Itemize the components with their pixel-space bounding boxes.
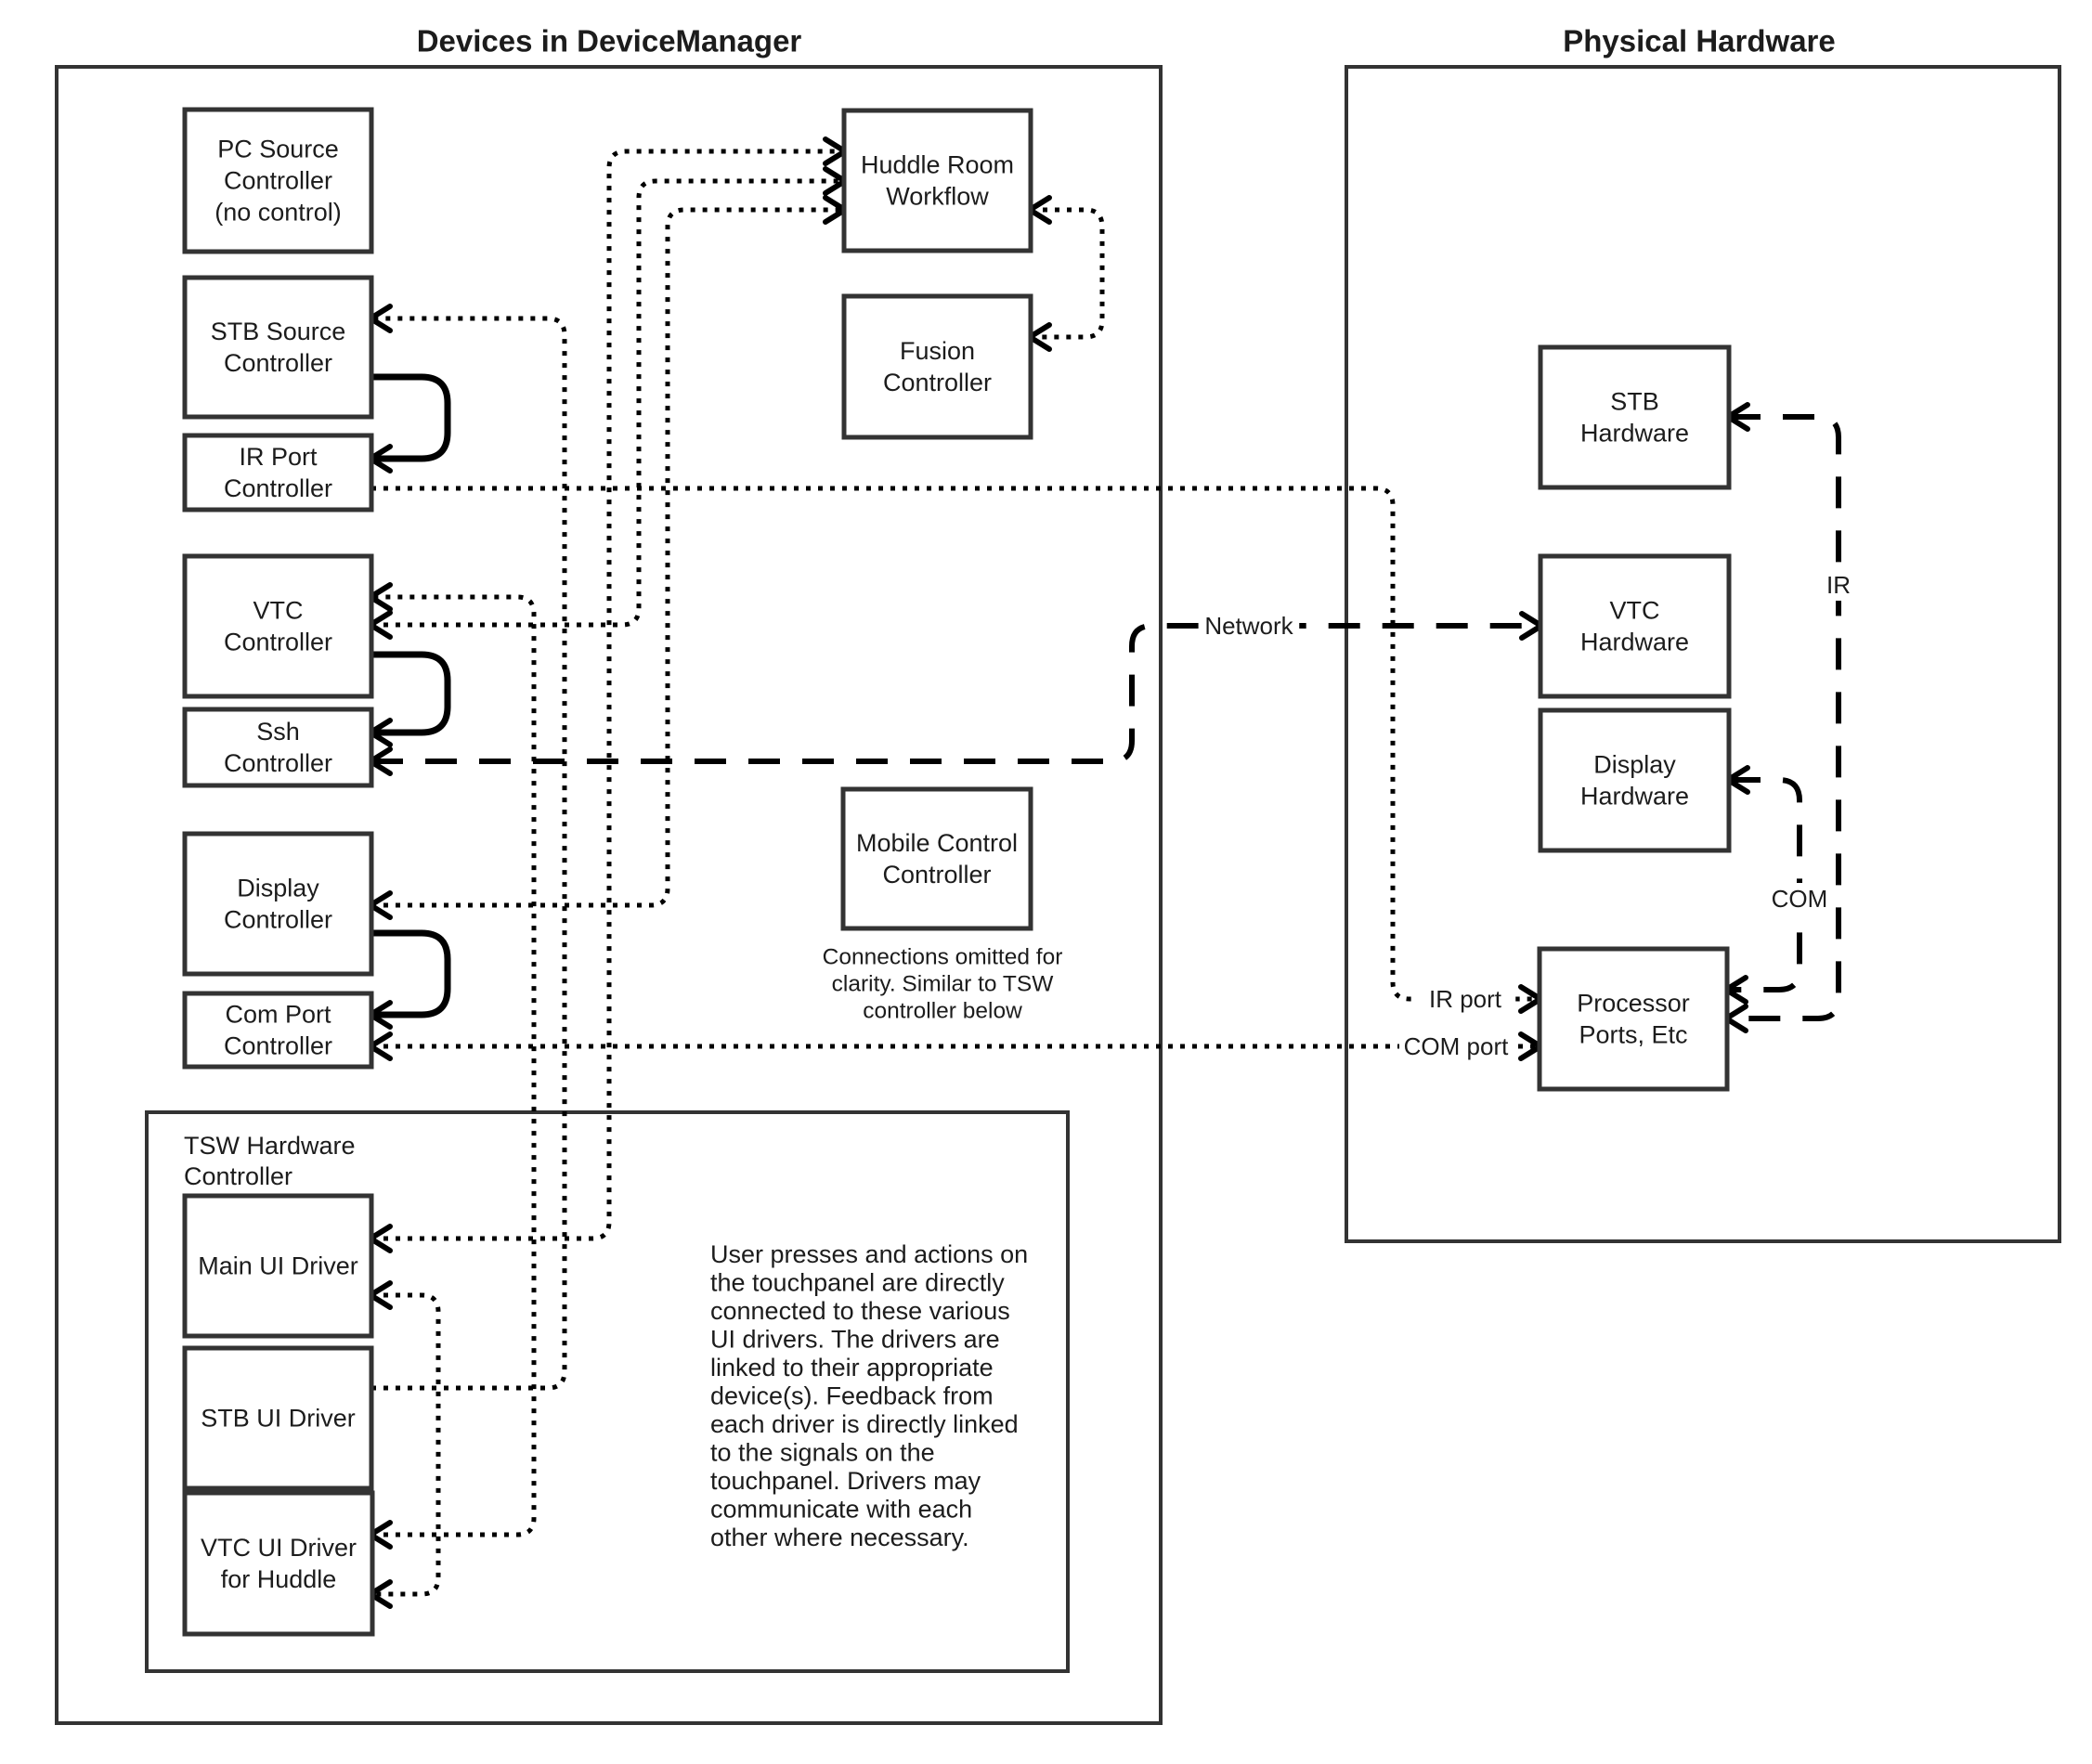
stb-hardware-ir-processor-label: IR bbox=[1826, 571, 1851, 599]
stb-source-controller-label: Controller bbox=[223, 349, 333, 377]
tsw-description-line: User presses and actions on bbox=[710, 1240, 1029, 1268]
vtc-ui-vtc-controller-connector bbox=[371, 597, 534, 1535]
display-huddle-connector bbox=[371, 210, 844, 905]
tsw-description-line: UI drivers. The drivers are bbox=[710, 1325, 1000, 1354]
mobile-control-controller-box bbox=[843, 789, 1031, 928]
ssh-network-vtc-hardware-connector bbox=[371, 626, 1540, 761]
stb-hardware-ir-processor-connector bbox=[1727, 417, 1839, 1018]
mobile-control-caption-line: Connections omitted for bbox=[822, 944, 1063, 970]
tsw-hardware-controller-group-label: TSW Hardware bbox=[184, 1132, 356, 1160]
huddle-room-workflow-box bbox=[844, 110, 1031, 251]
stb-source-controller-label: STB Source bbox=[210, 318, 346, 345]
huddle-room-workflow-label: Huddle Room bbox=[860, 150, 1015, 179]
processor-ports-label: Ports, Etc bbox=[1579, 1020, 1688, 1049]
left-title: Devices in DeviceManager bbox=[416, 23, 802, 58]
vtc-ui-driver-box bbox=[185, 1493, 372, 1634]
vtc-ui-driver-label: for Huddle bbox=[220, 1565, 337, 1593]
processor-ports-box bbox=[1540, 949, 1727, 1089]
main-ui-huddle-connector bbox=[371, 151, 844, 1239]
stb-hardware-box bbox=[1540, 347, 1729, 487]
tsw-hardware-controller-group-label: Controller bbox=[184, 1162, 293, 1190]
fusion-controller-label: Controller bbox=[882, 369, 993, 396]
mobile-control-caption-line: clarity. Similar to TSW bbox=[831, 971, 1054, 997]
display-hardware-label: Display bbox=[1593, 750, 1676, 779]
display-to-com-port-connector bbox=[371, 933, 448, 1015]
ir-port-to-processor-label: IR port bbox=[1428, 985, 1502, 1013]
display-hardware-com-processor-label: COM bbox=[1771, 885, 1828, 913]
main-ui-driver-label: Main UI Driver bbox=[198, 1252, 358, 1280]
tsw-description-line: connected to these various bbox=[710, 1297, 1010, 1325]
com-port-controller-label: Controller bbox=[223, 1031, 333, 1060]
ssh-network-vtc-hardware-label: Network bbox=[1204, 612, 1293, 640]
ir-port-controller-label: Controller bbox=[223, 474, 333, 502]
tsw-description-line: linked to their appropriate bbox=[710, 1354, 994, 1381]
stb-ui-driver-label: STB UI Driver bbox=[201, 1404, 356, 1433]
ssh-controller-label: Controller bbox=[223, 749, 333, 777]
right-title: Physical Hardware bbox=[1563, 23, 1836, 58]
processor-ports-label: Processor bbox=[1577, 989, 1690, 1018]
huddle-fusion-connector bbox=[1031, 210, 1102, 337]
com-port-processor-label: COM port bbox=[1403, 1032, 1509, 1060]
display-controller-box bbox=[185, 834, 371, 974]
pc-source-controller-label: (no control) bbox=[214, 198, 342, 227]
mobile-control-controller-label: Mobile Control bbox=[855, 829, 1019, 857]
tsw-description-line: device(s). Feedback from bbox=[710, 1381, 994, 1410]
vtc-controller-box bbox=[185, 556, 371, 696]
vtc-hardware-label: VTC bbox=[1609, 596, 1660, 625]
vtc-controller-label: VTC bbox=[253, 596, 304, 625]
stb-source-controller-box bbox=[185, 278, 371, 417]
display-controller-label: Controller bbox=[223, 905, 333, 934]
ssh-controller-label: Ssh bbox=[256, 718, 300, 746]
fusion-controller-label: Fusion bbox=[899, 337, 976, 365]
tsw-description-line: each driver is directly linked bbox=[710, 1410, 1019, 1438]
main-ui-vtc-ui-connector bbox=[371, 1295, 438, 1594]
mobile-control-caption-line: controller below bbox=[863, 998, 1022, 1024]
mobile-control-controller-label: Controller bbox=[882, 861, 992, 888]
vtc-ui-driver-label: VTC UI Driver bbox=[201, 1534, 357, 1562]
tsw-description-line: other where necessary. bbox=[710, 1524, 969, 1551]
stb-source-to-ir-port-connector bbox=[371, 377, 448, 459]
display-hardware-label: Hardware bbox=[1579, 782, 1690, 811]
display-hardware-box bbox=[1540, 710, 1729, 850]
vtc-hardware-box bbox=[1540, 556, 1729, 696]
pc-source-controller-label: Controller bbox=[223, 166, 333, 195]
vtc-to-ssh-connector bbox=[371, 655, 448, 733]
ir-port-controller-label: IR Port bbox=[239, 443, 318, 471]
tsw-description-line: communicate with each bbox=[710, 1495, 973, 1524]
tsw-description-line: the touchpanel are directly bbox=[710, 1268, 1005, 1297]
stb-hardware-label: Hardware bbox=[1579, 419, 1690, 447]
vtc-hardware-label: Hardware bbox=[1579, 628, 1690, 656]
fusion-controller-box bbox=[844, 296, 1031, 437]
huddle-room-workflow-label: Workflow bbox=[886, 182, 989, 211]
display-controller-label: Display bbox=[237, 874, 319, 902]
stb-hardware-label: STB bbox=[1610, 387, 1659, 416]
pc-source-controller-label: PC Source bbox=[217, 135, 339, 163]
vtc-controller-label: Controller bbox=[223, 628, 333, 656]
com-port-controller-label: Com Port bbox=[225, 1000, 331, 1029]
tsw-description-line: touchpanel. Drivers may bbox=[710, 1467, 981, 1495]
tsw-description-line: to the signals on the bbox=[710, 1438, 935, 1467]
